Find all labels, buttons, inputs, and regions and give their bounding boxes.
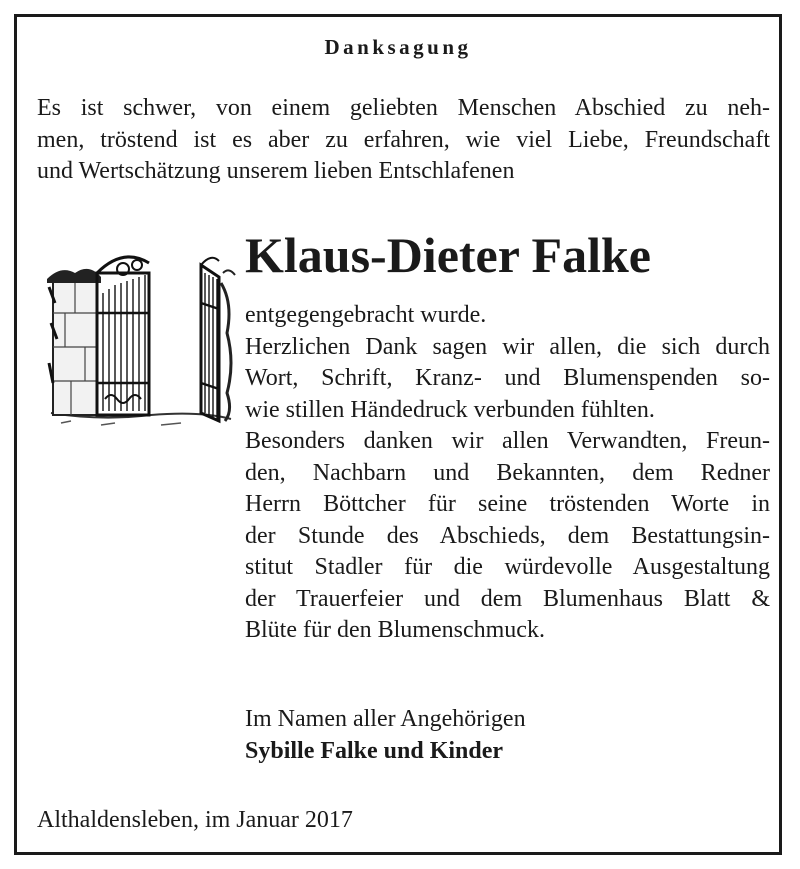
body-line: den, Nachbarn und Bekannten, dem Redner xyxy=(245,459,770,486)
signature-block xyxy=(245,704,765,767)
body-line: wie stillen Händedruck verbunden fühlten. xyxy=(245,396,655,423)
body-line: Besonders danken wir allen Verwandten, Freun- xyxy=(245,428,770,454)
body-line: der Trauerfeier und dem Blumenhaus Blatt & xyxy=(245,585,770,612)
intro-text xyxy=(37,93,770,188)
signature-intro: Im Namen aller Angehörigen xyxy=(245,706,526,732)
body-line: entgegengebracht wurde. xyxy=(245,302,487,328)
obituary-thanks-notice xyxy=(14,14,782,855)
place-date: Althaldensleben, im Januar 2017 xyxy=(37,807,353,833)
intro-line: men, tröstend ist es aber zu erfahren, wie viel Liebe, Freundschaft xyxy=(37,126,770,153)
intro-line: Es ist schwer, von einem geliebten Menschen Abschied zu neh- xyxy=(37,95,770,121)
notice-heading: Danksagung xyxy=(324,35,472,59)
intro-line: und Wertschätzung unserem lieben Entschlafenen xyxy=(37,158,515,184)
signature-name: Sybille Falke und Kinder xyxy=(245,737,504,764)
body-line: Herzlichen Dank sagen wir allen, die sich durch xyxy=(245,333,770,360)
garden-gate-illustration xyxy=(41,243,237,437)
deceased-name: Klaus-Dieter Falke xyxy=(245,227,651,283)
body-line: Wort, Schrift, Kranz- und Blumenspenden so- xyxy=(245,365,770,391)
body-line: Blüte für den Blumenschmuck. xyxy=(245,617,545,643)
body-line: der Stunde des Abschieds, dem Bestattungsin- xyxy=(245,522,770,549)
body-line: Herrn Böttcher für seine tröstenden Worte in xyxy=(245,491,770,517)
body-line: stitut Stadler für die würdevolle Ausgestaltung xyxy=(245,554,770,580)
thanks-body-text xyxy=(245,300,770,647)
